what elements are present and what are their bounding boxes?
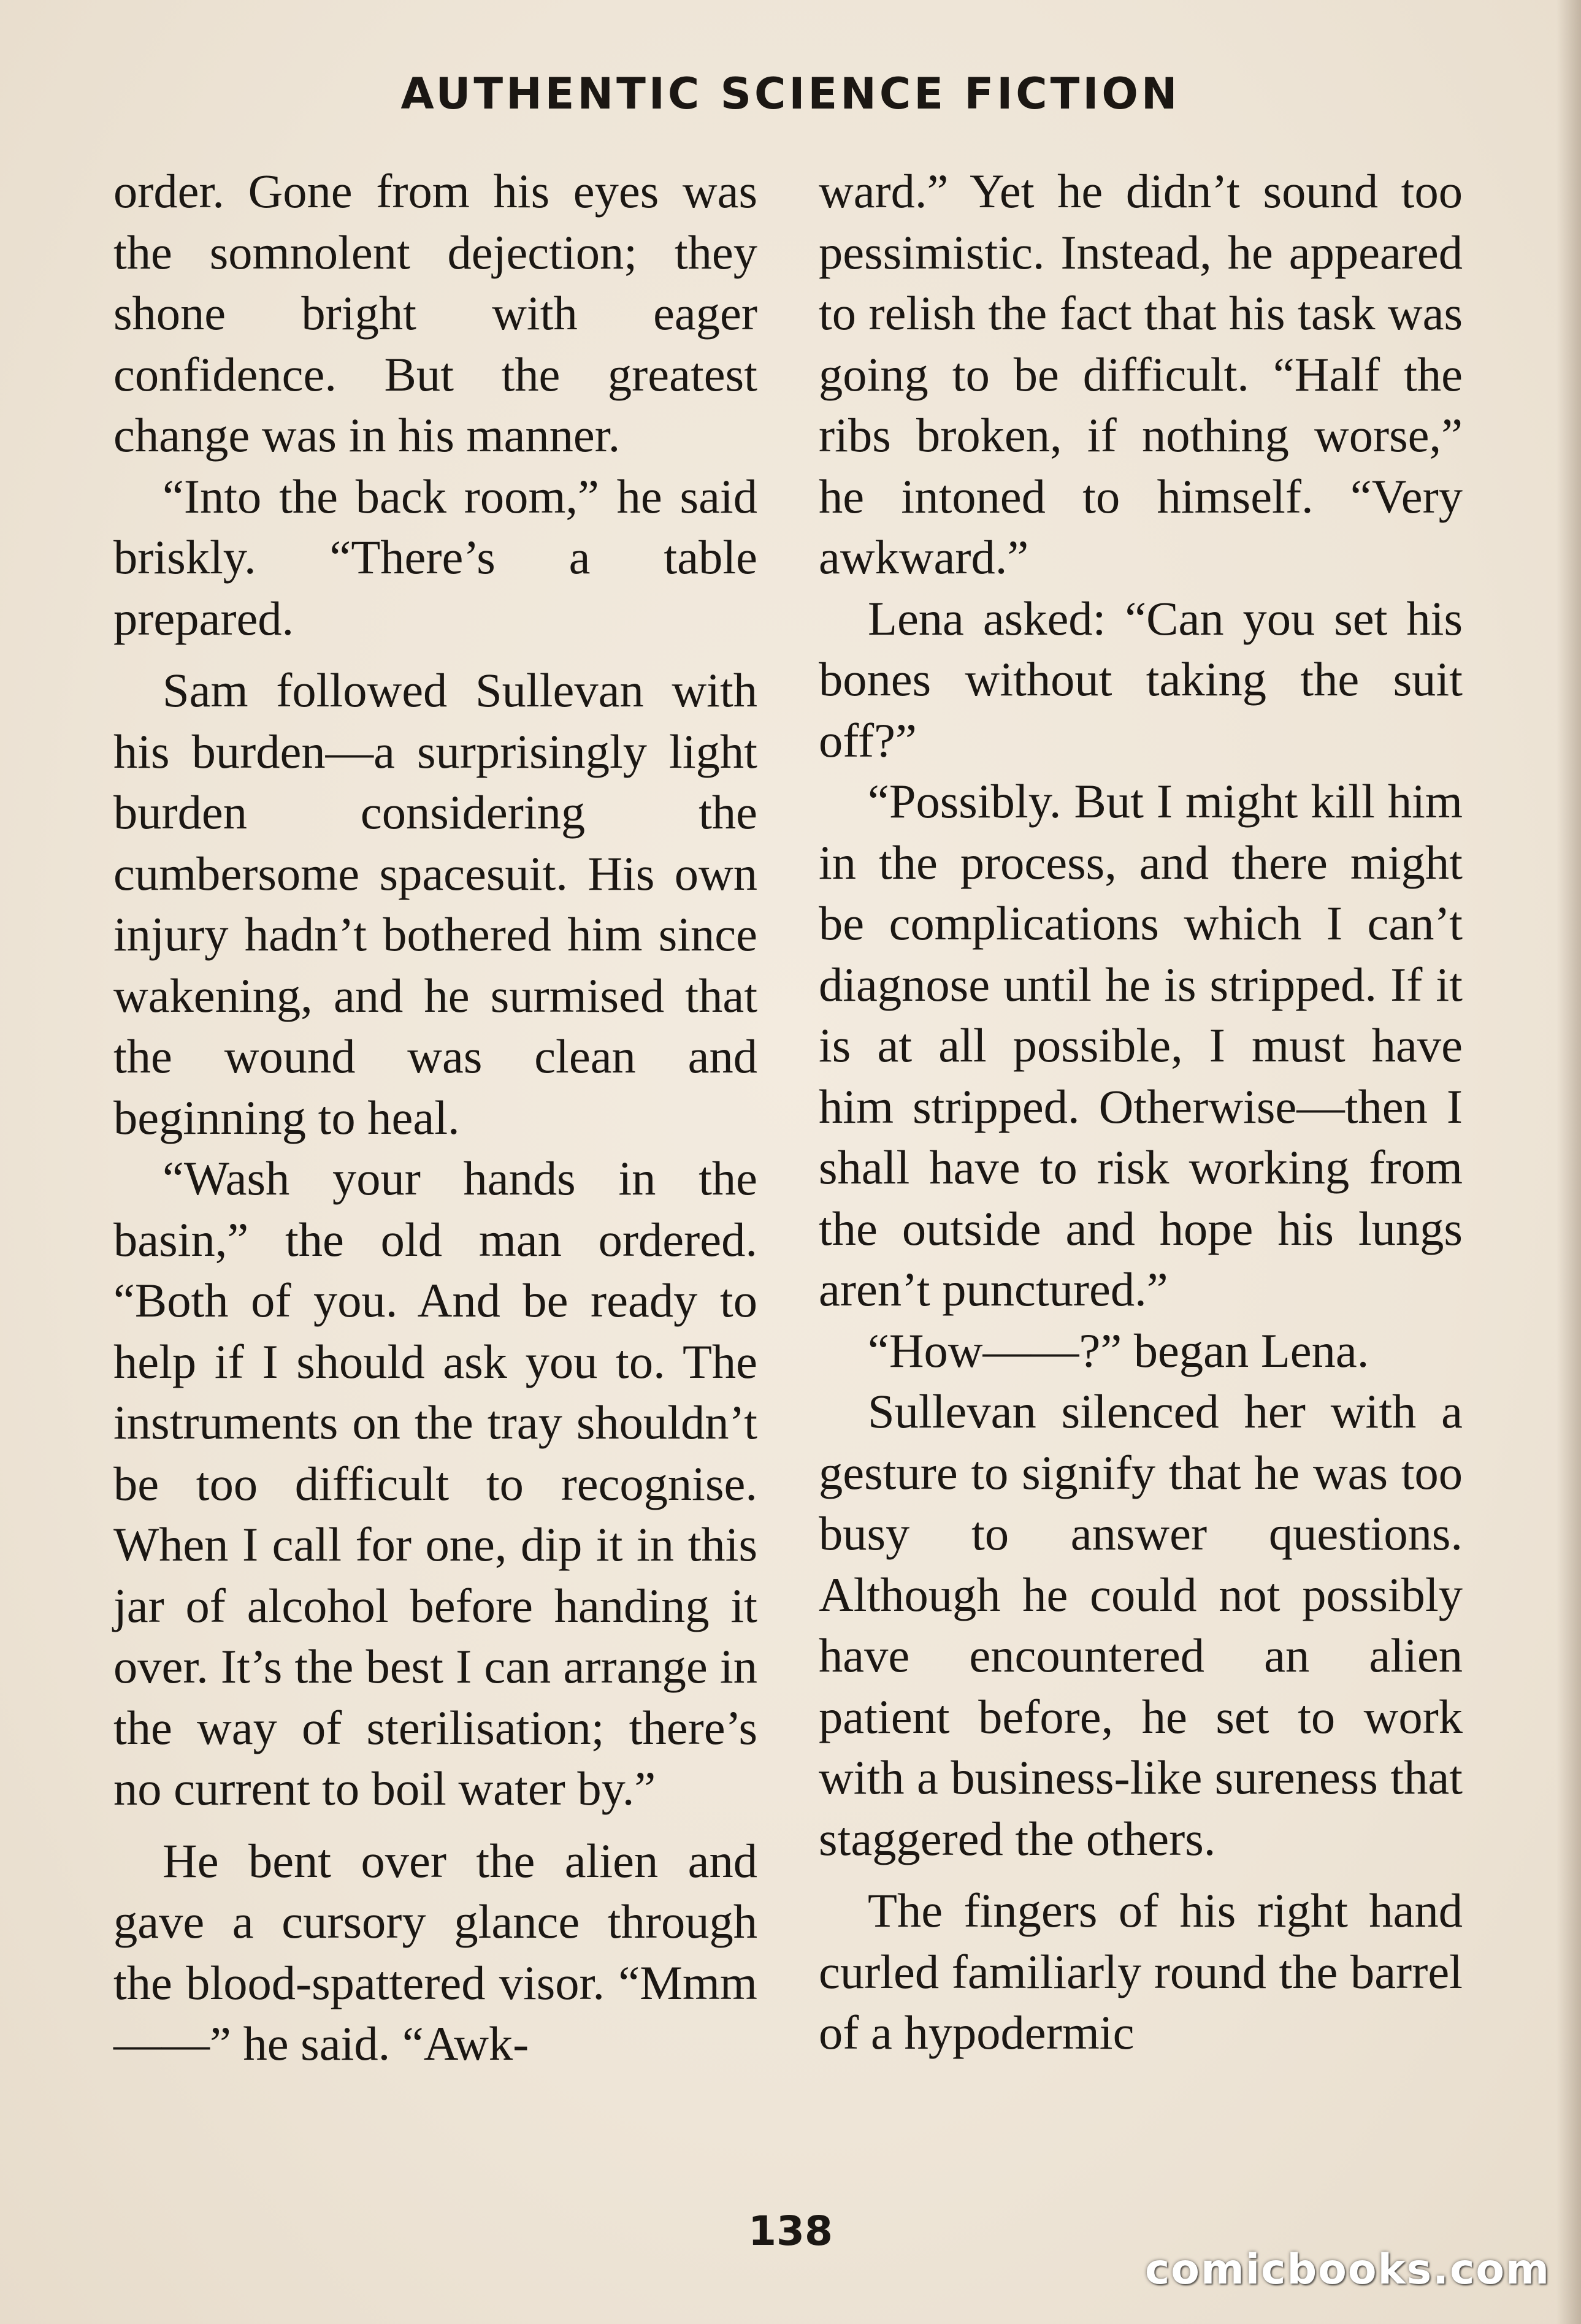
watermark: comicbooks.com bbox=[1144, 2246, 1550, 2294]
paragraph: order. Gone from his eyes was the somnolent dejection; they shone bright with eager confidence. But the greatest change was in his manner. bbox=[113, 164, 757, 462]
left-column bbox=[113, 161, 757, 2074]
paragraph: “Possibly. But I might kill him in the process, and there might be complications which I can’t diagnose until he is stripped. If it is at all possible, I must have him stripped. Otherwise—then I shall have to risk working from the outside and hope his lungs aren’t punctured.” bbox=[819, 774, 1463, 1316]
paragraph: Lena asked: “Can you set his bones without taking the suit off?” bbox=[819, 591, 1463, 767]
paragraph: Sullevan silenced her with a gesture to signify that he was too busy to answer questions. Although he could not possibly have encountered an alien patient before, he set to work with a business-like sureness that staggered the others. bbox=[819, 1385, 1463, 1865]
running-head: AUTHENTIC SCIENCE FICTION bbox=[400, 69, 1181, 119]
paragraph: “Wash your hands in the basin,” the old man ordered. “Both of you. And be ready to help if I should ask you to. The instruments on the tray shouldn’t be too difficult to recognise. When I call for one, dip it in this jar of alcohol before handing it over. It’s the best I can arrange in the way of sterilisation; there’s no current to boil water by.” bbox=[113, 1152, 757, 1815]
paragraph: Sam followed Sullevan with his burden—a surprisingly light burden considering the cumbersome spacesuit. His own injury hadn’t bothered him since wakening, and he surmised that the wound was clean and beginning to heal. bbox=[113, 663, 757, 1144]
paragraph: ward.” Yet he didn’t sound too pessimistic. Instead, he appeared to relish the fact that his task was going to be difficult. “Half the ribs broken, if nothing worse,” he intoned to himself. “Very awkward.” bbox=[819, 164, 1463, 584]
page-number: 138 bbox=[748, 2207, 833, 2255]
right-column bbox=[819, 161, 1463, 2063]
paragraph: The fingers of his right hand curled familiarly round the barrel of a hypodermic bbox=[819, 1884, 1463, 2059]
page-edge-shadow bbox=[1556, 0, 1581, 2324]
paragraph: He bent over the alien and gave a cursory glance through the blood-spattered visor. “Mmm——” he said. “Awk- bbox=[113, 1833, 757, 2070]
paragraph: “Into the back room,” he said briskly. “There’s a table prepared. bbox=[113, 469, 757, 645]
paragraph: “How——?” began Lena. bbox=[868, 1323, 1369, 1377]
